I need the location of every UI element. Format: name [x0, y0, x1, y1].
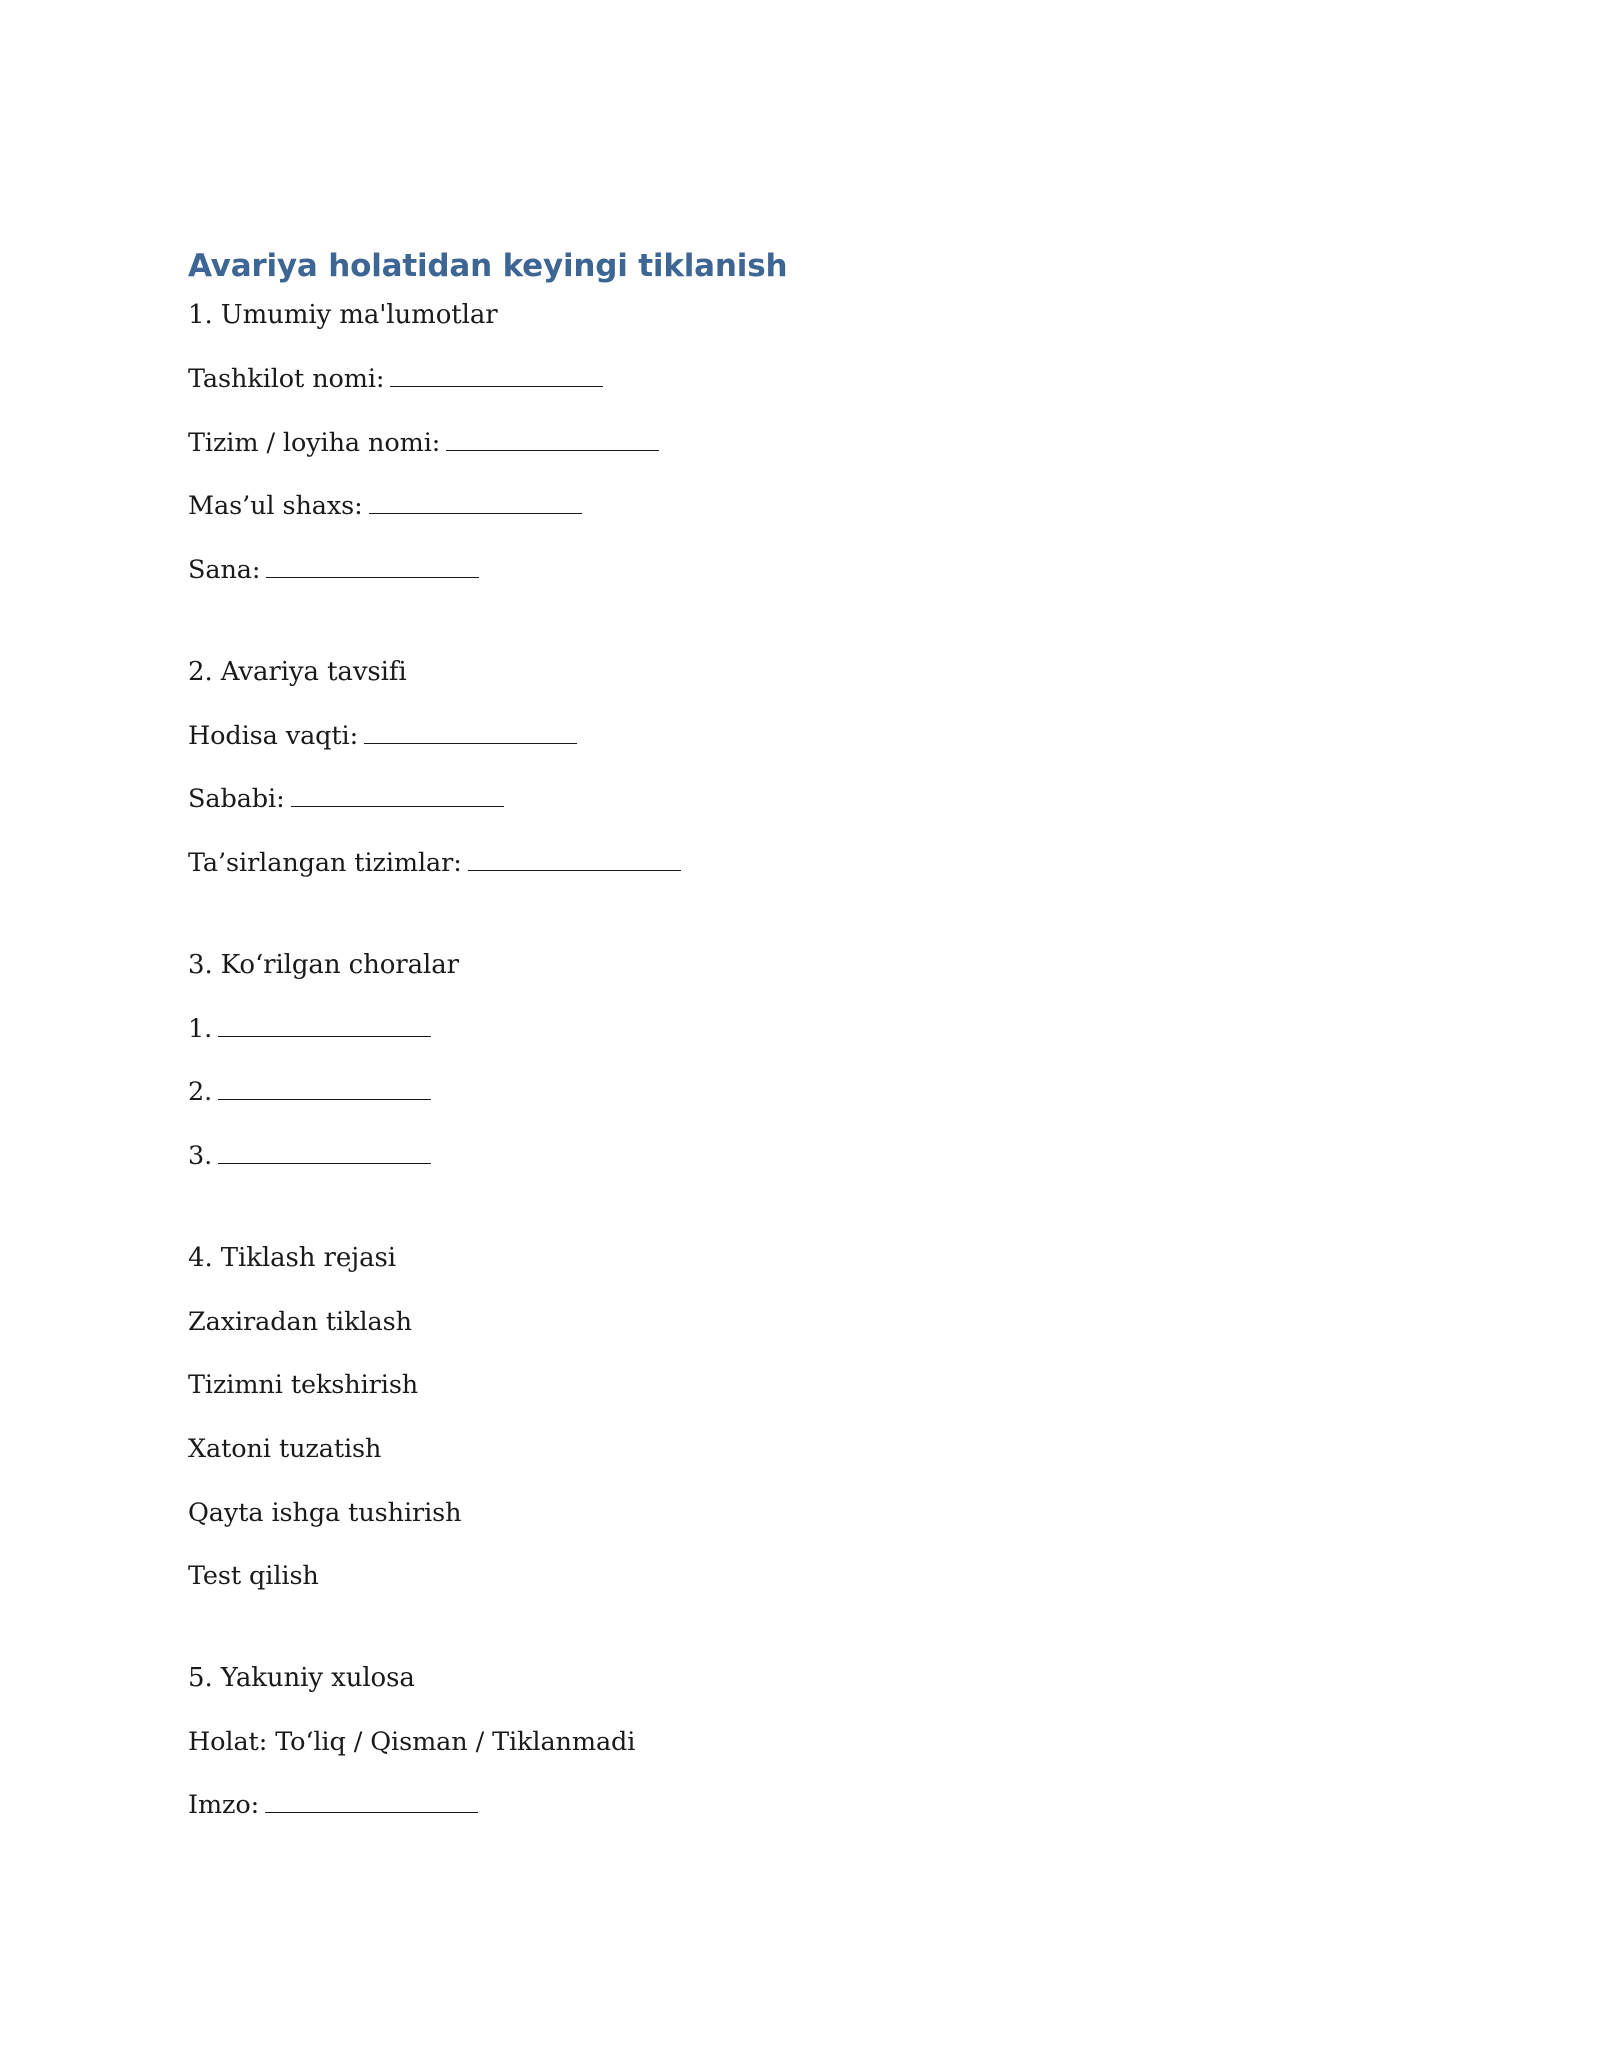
blank-line-measure-2[interactable] [218, 1075, 431, 1100]
blank-line-signature[interactable] [265, 1788, 478, 1813]
form-field-measure-3 [188, 1139, 431, 1173]
field-label: Sababi: [188, 784, 285, 814]
plan-item: Xatoni tuzatish [188, 1434, 382, 1464]
field-label: Tizim / loyiha nomi: [188, 428, 441, 458]
field-label: Imzo: [188, 1790, 260, 1820]
status-line: Holat: To‘liq / Qisman / Tiklanmadi [188, 1727, 636, 1757]
blank-line-incident-time[interactable] [364, 719, 577, 744]
blank-line-organization[interactable] [390, 362, 603, 387]
section-1-heading: 1. Umumiy ma'lumotlar [188, 300, 498, 330]
field-label: Ta’sirlangan tizimlar: [188, 848, 462, 878]
plan-item: Tizimni tekshirish [188, 1370, 419, 1400]
section-5-heading: 5. Yakuniy xulosa [188, 1663, 415, 1693]
form-field-cause [188, 782, 504, 816]
form-field-responsible [188, 489, 582, 523]
field-label: Sana: [188, 555, 261, 585]
blank-line-measure-3[interactable] [218, 1139, 431, 1164]
form-field-organization [188, 362, 603, 396]
plan-item: Qayta ishga tushirish [188, 1498, 462, 1528]
section-4-heading: 4. Tiklash rejasi [188, 1243, 396, 1273]
blank-line-date[interactable] [266, 553, 479, 578]
form-field-system [188, 426, 659, 460]
form-field-date [188, 553, 479, 587]
form-field-incident-time [188, 719, 577, 753]
field-label: 2. [188, 1077, 213, 1107]
blank-line-measure-1[interactable] [218, 1012, 431, 1037]
form-field-signature [188, 1788, 478, 1822]
field-label: 1. [188, 1014, 213, 1044]
blank-line-responsible[interactable] [369, 489, 582, 514]
field-label: Tashkilot nomi: [188, 364, 385, 394]
blank-line-system[interactable] [446, 426, 659, 451]
form-field-measure-1 [188, 1012, 431, 1046]
document-page [188, 0, 1428, 2070]
plan-item: Zaxiradan tiklash [188, 1307, 412, 1337]
blank-line-affected-systems[interactable] [468, 846, 681, 871]
form-field-measure-2 [188, 1075, 431, 1109]
section-3-heading: 3. Ko‘rilgan choralar [188, 950, 459, 980]
field-label: 3. [188, 1141, 213, 1171]
form-field-affected-systems [188, 846, 681, 880]
field-label: Mas’ul shaxs: [188, 491, 363, 521]
blank-line-cause[interactable] [291, 782, 504, 807]
field-label: Hodisa vaqti: [188, 721, 359, 751]
document-title: Avariya holatidan keyingi tiklanish [188, 248, 788, 284]
section-2-heading: 2. Avariya tavsifi [188, 657, 407, 687]
plan-item: Test qilish [188, 1561, 319, 1591]
